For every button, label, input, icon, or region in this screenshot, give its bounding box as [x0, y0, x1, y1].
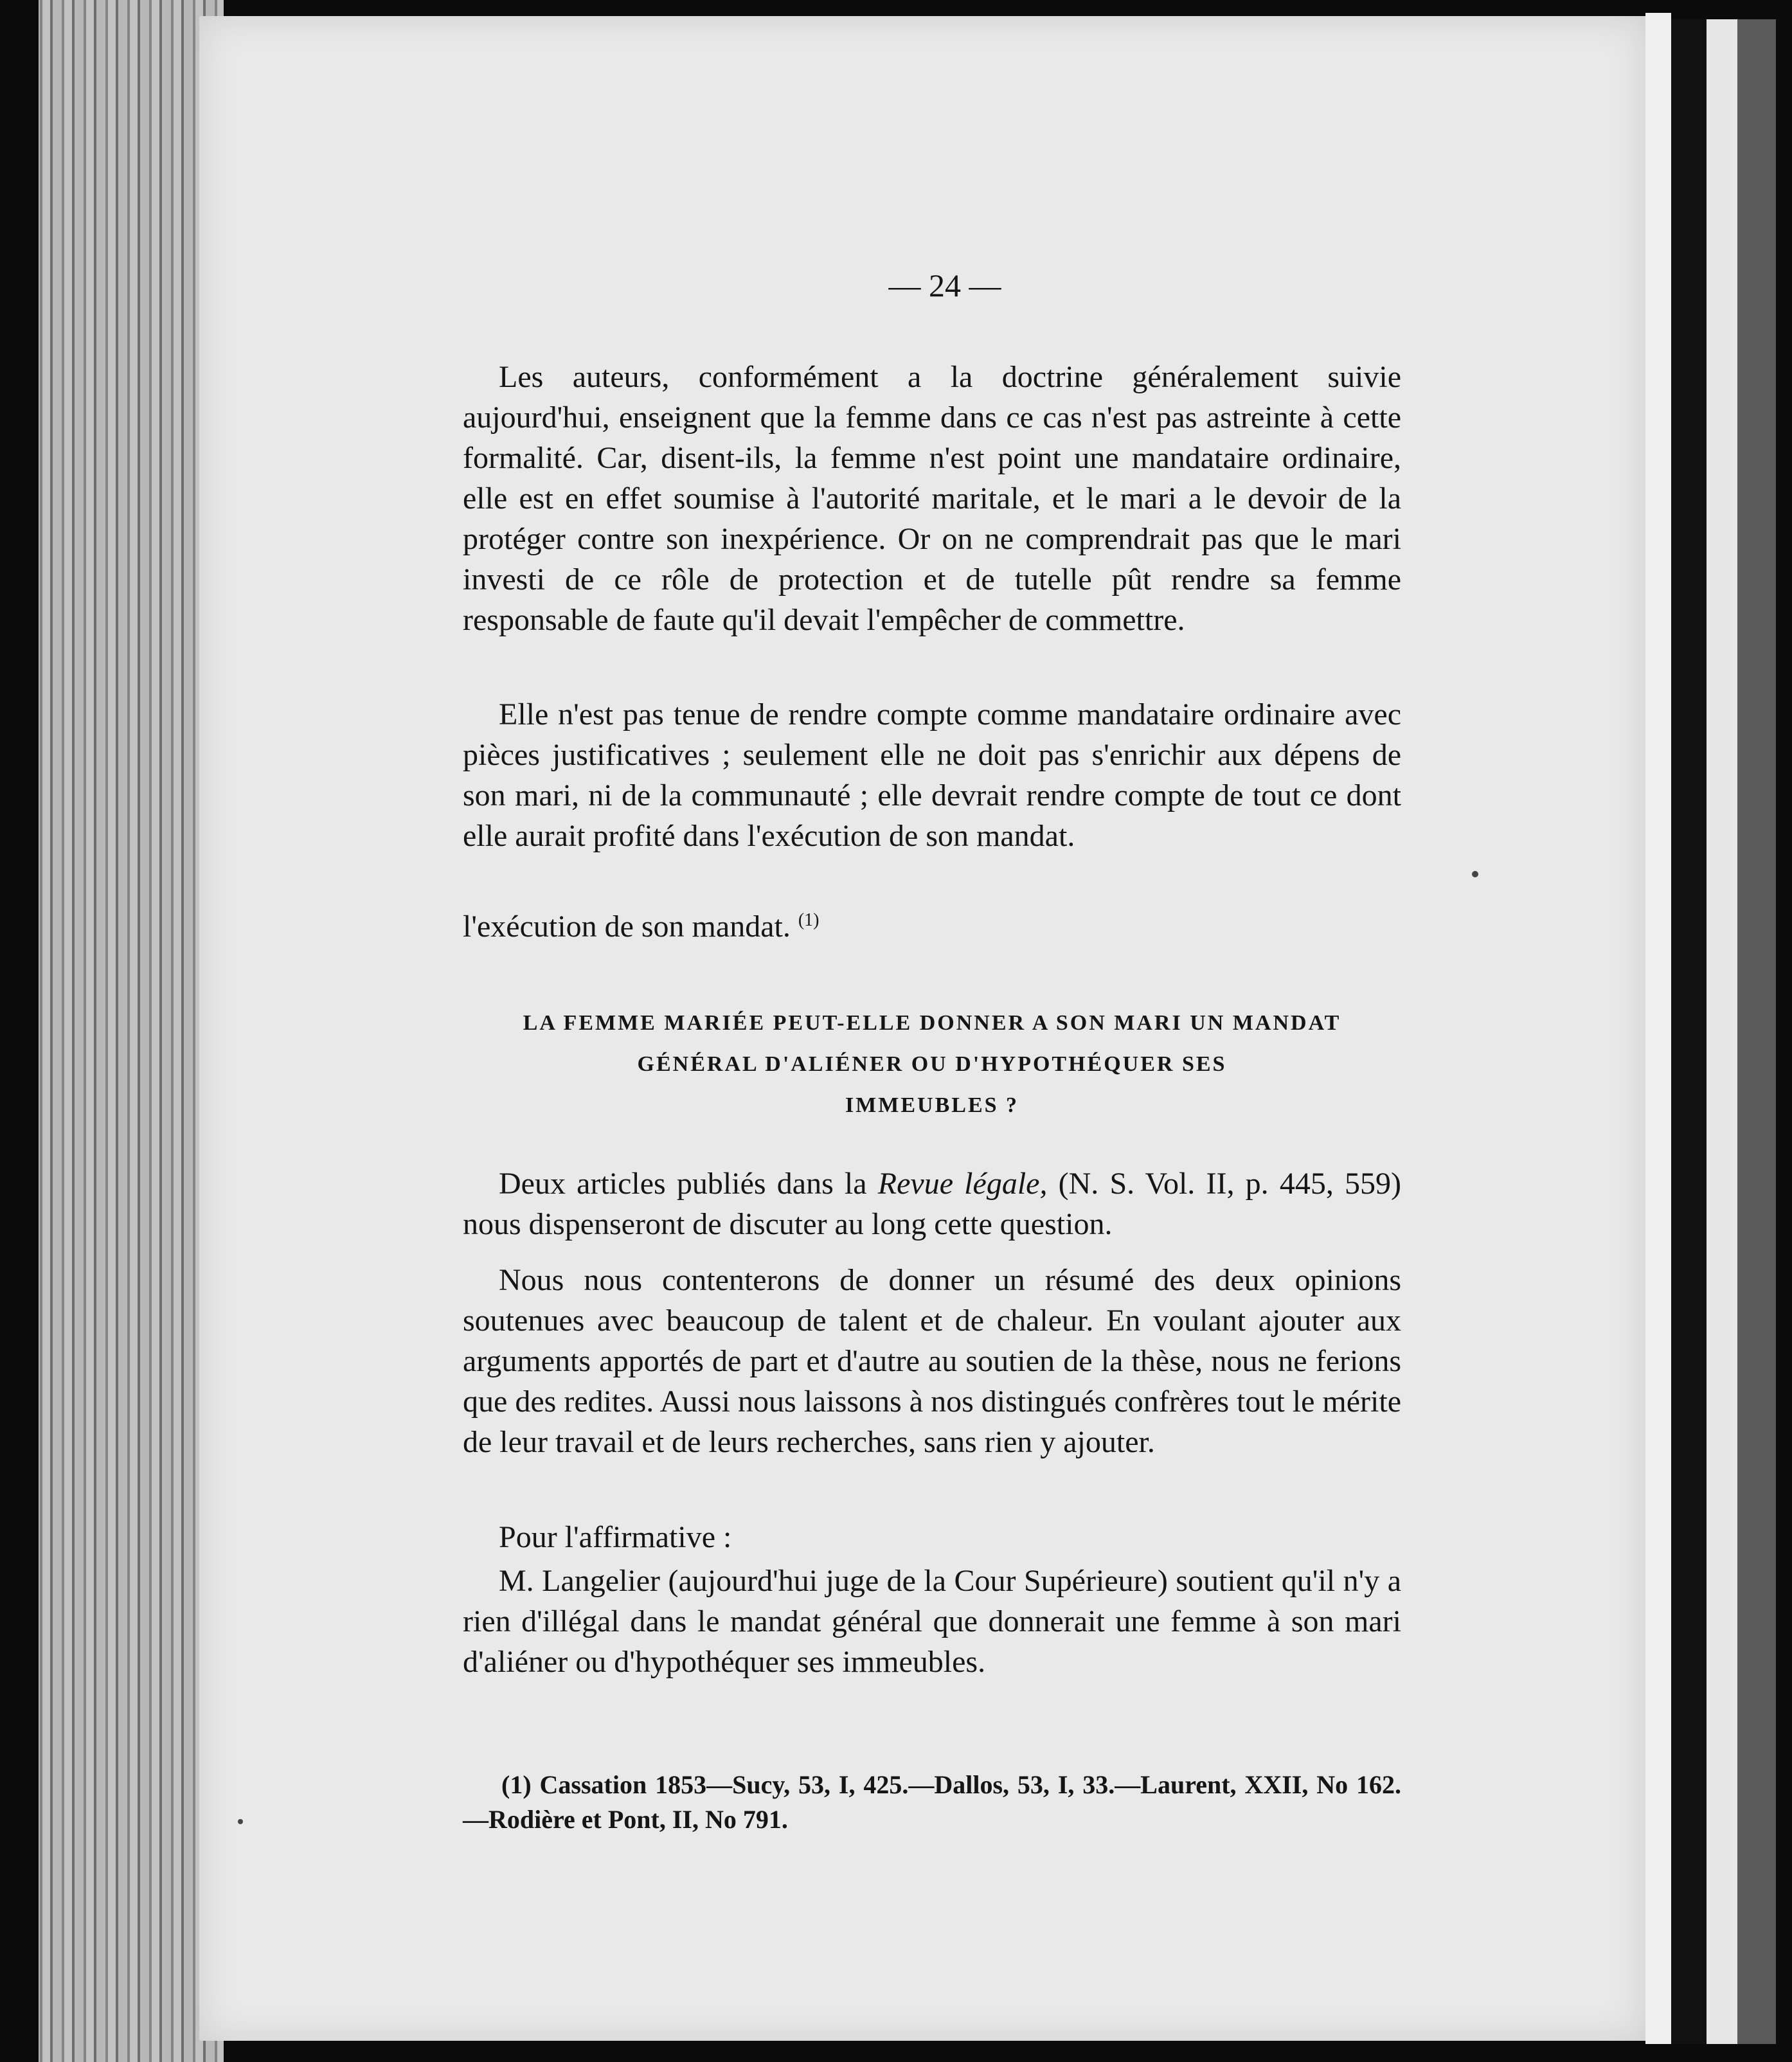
- paragraph-repeat-line: [463, 900, 1401, 947]
- paragraph-text: Les auteurs, conformément a la doctrine généralement suivie aujourd'hui, enseignent que la femme dans ce cas n'est pas astreinte à cette formalité. Car, disent-ils, la femme n'est point une mandataire ordinaire, elle est en effet soumise à l'autorité maritale, et le mari a le devoir de la protéger contre son inexpérience. Or on ne comprendrait pas que le mari investi de ce rôle de protection et de tutelle pût rendre sa femme responsable de faute qu'il devait l'empêcher de commettre.: [463, 360, 1401, 637]
- paragraph: [463, 357, 1401, 640]
- section-heading: [463, 1003, 1401, 1126]
- paragraph-text: Deux articles publiés dans la: [499, 1167, 878, 1201]
- paragraph-text: Elle n'est pas tenue de rendre compte comme mandataire ordinaire avec pièces justificatives ; seulement elle ne doit pas s'enrichir aux dépens de son mari, ni de la communauté ; elle devrait rendre compte de tout ce dont elle aurait profité dans l'exécution de son mandat.: [463, 697, 1401, 853]
- page-edges: [31, 0, 224, 2062]
- paragraph-text: Nous nous contenterons de donner un résumé des deux opinions soutenues avec beaucoup de talent et de chaleur. En voulant ajouter aux arguments apportés de part et d'autre au soutien de la thèse, nous ne ferions que des redites. Aussi nous laissons à nos distingués confrères tout le mérite de leur travail et de leurs recherches, sans rien y ajouter.: [463, 1263, 1401, 1459]
- journal-title: Revue légale,: [877, 1167, 1048, 1201]
- page-number: — 24 —: [888, 267, 1001, 303]
- paragraph: [463, 694, 1401, 856]
- binding-strip: [1707, 19, 1737, 2044]
- footnote: [463, 1768, 1401, 1837]
- paragraph-text: M. Langelier (aujourd'hui juge de la Cour Supérieure) soutient qu'il n'y a rien d'illégal dans le mandat général que donnerait une femme à son mari d'aliéner ou d'hypothéquer ses immeubles.: [463, 1564, 1401, 1679]
- heading-line: IMMEUBLES ?: [845, 1093, 1019, 1117]
- paragraph: [463, 1517, 1401, 1557]
- binding-strip: [1671, 19, 1707, 2044]
- paragraph: [463, 1561, 1401, 1682]
- heading-line: LA FEMME MARIÉE PEUT-ELLE DONNER A SON MARI UN MANDAT: [523, 1011, 1341, 1035]
- scan-border: [0, 0, 39, 2062]
- scan-speck: [1472, 871, 1478, 877]
- scan-speck: [238, 1819, 243, 1824]
- footnote-text: (1) Cassation 1853—Sucy, 53, I, 425.—Dallos, 53, I, 33.—Laurent, XXII, No 162.—Rodière et Pont, II, No 791.: [463, 1770, 1401, 1834]
- heading-line: GÉNÉRAL D'ALIÉNER OU D'HYPOTHÉQUER SES: [637, 1052, 1227, 1076]
- paragraph-text: l'exécution de son mandat.: [463, 910, 791, 944]
- paragraph: [463, 1260, 1401, 1462]
- paragraph-text: (N. S. Vol. II, p. 445, 559) nous dispenseront de discuter au long cette question.: [463, 1167, 1401, 1241]
- binding-strip: [1737, 19, 1776, 2044]
- footnote-ref: (1): [798, 910, 820, 930]
- paragraph-text: Pour l'affirmative :: [499, 1520, 732, 1554]
- paragraph: [463, 1163, 1401, 1244]
- binding-strip: [1645, 13, 1671, 2044]
